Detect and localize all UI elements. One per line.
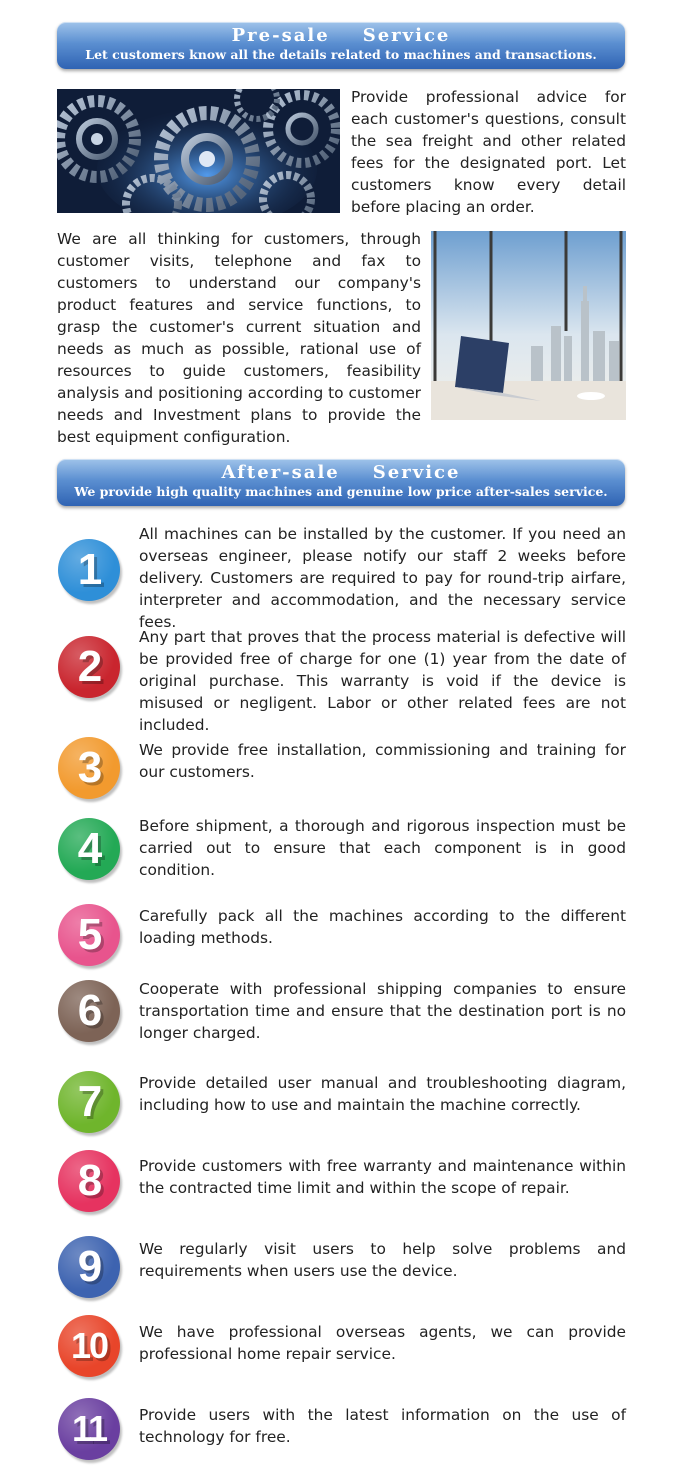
service-item-text: We provide free installation, commissioning and training for our customers.	[139, 741, 626, 781]
number-badge-4	[58, 818, 120, 880]
number-badge-label: 9	[77, 1242, 101, 1291]
presale-banner	[57, 22, 625, 69]
service-item-text: Any part that proves that the process material is defective will be provided free of charge for one (1) year from the date of original purchase. This warranty is void if the device is misused or negligent. Labor or other related fees are not included.	[139, 628, 626, 734]
number-badge-label: 8	[77, 1156, 101, 1205]
aftersale-banner	[57, 459, 625, 506]
number-badge-3	[58, 737, 120, 799]
number-badge-label: 5	[77, 910, 101, 959]
service-item-text: We regularly visit users to help solve problems and requirements when users use the device.	[139, 1240, 626, 1280]
number-badge-1	[58, 539, 120, 601]
number-badge-label: 4	[77, 824, 101, 873]
gears-image	[57, 89, 340, 213]
number-badge-11	[58, 1398, 120, 1460]
number-badge-10	[58, 1315, 120, 1377]
number-badge-8	[58, 1150, 120, 1212]
presale-subtitle: Let customers know all the details related to machines and transactions.	[85, 47, 597, 62]
number-badge-9	[58, 1236, 120, 1298]
presale-title: Pre-sale Service	[231, 25, 451, 46]
number-badge-6	[58, 980, 120, 1042]
aftersale-subtitle: We provide high quality machines and genuine low price after-sales service.	[74, 484, 608, 499]
service-item-text: Before shipment, a thorough and rigorous inspection must be carried out to ensure that each component is in good condition.	[139, 817, 626, 879]
number-badge-7	[58, 1071, 120, 1133]
number-badge-5	[58, 904, 120, 966]
service-item-text: Provide users with the latest information on the use of technology for free.	[139, 1406, 626, 1446]
number-badge-label: 11	[71, 1408, 107, 1449]
service-item-text: All machines can be installed by the customer. If you need an overseas engineer, please notify our staff 2 weeks before delivery. Customers are required to pay for round-trip airfare, interpreter and accommodation, and the necessary service fees.	[139, 525, 626, 631]
service-item-text: Cooperate with professional shipping companies to ensure transportation time and ensure that the destination port is no longer charged.	[139, 980, 626, 1042]
service-item-text: We have professional overseas agents, we can provide professional home repair service.	[139, 1323, 626, 1363]
number-badge-label: 2	[77, 642, 101, 691]
presale-description-text: We are all thinking for customers, through customer visits, telephone and fax to customers to understand our company's product features and service functions, to grasp the customer's current situation and needs as much as possible, rational use of resources to guide customers, feasibility analysis and positioning according to customer needs and Investment plans to provide the best equipment configuration.	[57, 230, 421, 446]
number-badge-label: 3	[77, 743, 101, 792]
office-laptop-image	[431, 231, 626, 420]
number-badge-2	[58, 636, 120, 698]
number-badge-label: 6	[77, 986, 101, 1035]
aftersale-title: After-sale Service	[221, 462, 461, 483]
number-badge-label: 10	[70, 1325, 108, 1366]
number-badge-label: 1	[77, 545, 101, 594]
service-item-text: Provide detailed user manual and troubleshooting diagram, including how to use and maintain the machine correctly.	[139, 1074, 626, 1114]
presale-advice-text: Provide professional advice for each customer's questions, consult the sea freight and other related fees for the designated port. Let customers know every detail before placing an order.	[351, 88, 626, 216]
number-badge-label: 7	[77, 1077, 101, 1126]
service-item-text: Carefully pack all the machines according to the different loading methods.	[139, 907, 626, 947]
service-item-text: Provide customers with free warranty and maintenance within the contracted time limit and within the scope of repair.	[139, 1157, 626, 1197]
